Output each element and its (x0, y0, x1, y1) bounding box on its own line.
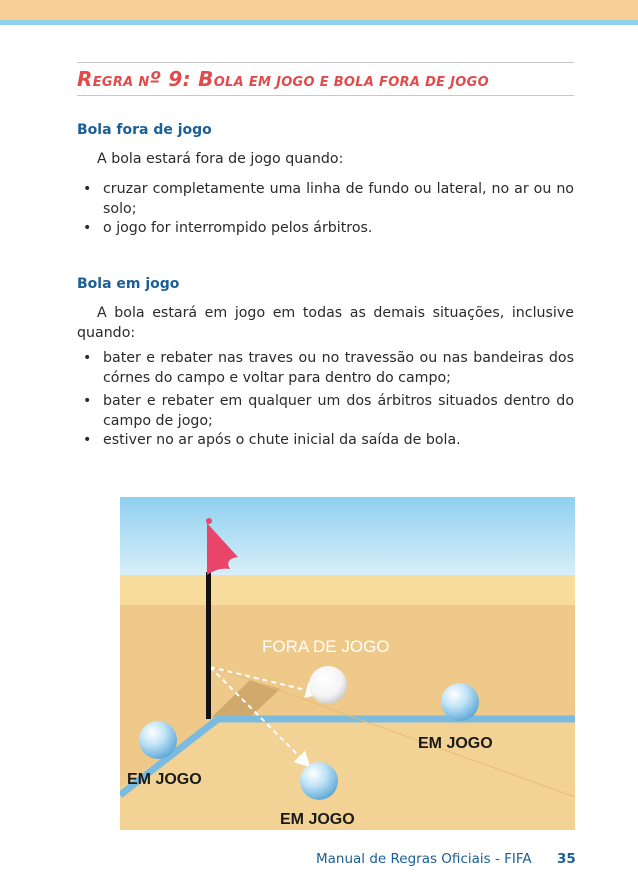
sky (120, 497, 575, 575)
list-item (83, 392, 574, 431)
label-em-jogo-left: EM JOGO (127, 771, 202, 788)
label-fora-de-jogo: FORA DE JOGO (262, 637, 390, 656)
list-item-text: o jogo for interrompido pelos árbitros. (103, 220, 373, 236)
section-intro: A bola estará fora de jogo quando: (97, 151, 344, 167)
section-intro: A bola estará em jogo em todas as demais situações, inclusive quando: (77, 305, 574, 341)
title-part: º 9: B (149, 67, 214, 91)
list-item (83, 431, 574, 451)
flag-tip (206, 518, 212, 524)
bullet-dot: • (83, 350, 92, 366)
list-item (83, 349, 574, 388)
list-item-text: cruzar completamente uma linha de fundo ou lateral, no ar ou no solo; (103, 181, 574, 217)
list-item-text: estiver no ar após o chute inicial da saída de bola. (103, 432, 461, 448)
footer-manual-title: Manual de Regras Oficiais - FIFA (316, 851, 532, 867)
list-item (83, 180, 574, 219)
page-number: 35 (557, 851, 576, 867)
header-stripe (0, 20, 638, 25)
section-heading-bola-fora: Bola fora de jogo (77, 122, 212, 138)
title-part: R (77, 67, 93, 91)
header-band (0, 0, 638, 20)
title-part: OLA EM JOGO E BOLA FORA DE JOGO (213, 75, 489, 90)
field-illustration (120, 497, 575, 830)
list-item-text: bater e rebater em qualquer um dos árbitros situados dentro do campo de jogo; (103, 393, 574, 429)
sand-strip (120, 575, 575, 605)
ball-in-left-icon (139, 721, 177, 759)
title-part: EGRA N (92, 75, 150, 90)
ball-in-right-icon (441, 683, 479, 721)
list-item-text: bater e rebater nas traves ou no travessão ou nas bandeiras dos córnes do campo e voltar para dentro do campo; (103, 350, 574, 386)
bullet-dot: • (83, 393, 92, 409)
bullet-dot: • (83, 432, 92, 448)
title-rule-bottom (77, 95, 574, 96)
bullet-dot: • (83, 220, 92, 236)
flag-pole (206, 572, 211, 719)
label-em-jogo-right: EM JOGO (418, 735, 493, 752)
label-em-jogo-bottom: EM JOGO (280, 811, 355, 828)
section-heading-bola-em-jogo: Bola em jogo (77, 276, 180, 292)
bullet-dot: • (83, 181, 92, 197)
title-rule-top (77, 62, 574, 63)
field-illustration-svg (120, 497, 575, 830)
page-title (77, 67, 577, 91)
ball-out-icon (309, 666, 347, 704)
list-item (83, 219, 574, 239)
ball-in-bottom-icon (300, 762, 338, 800)
